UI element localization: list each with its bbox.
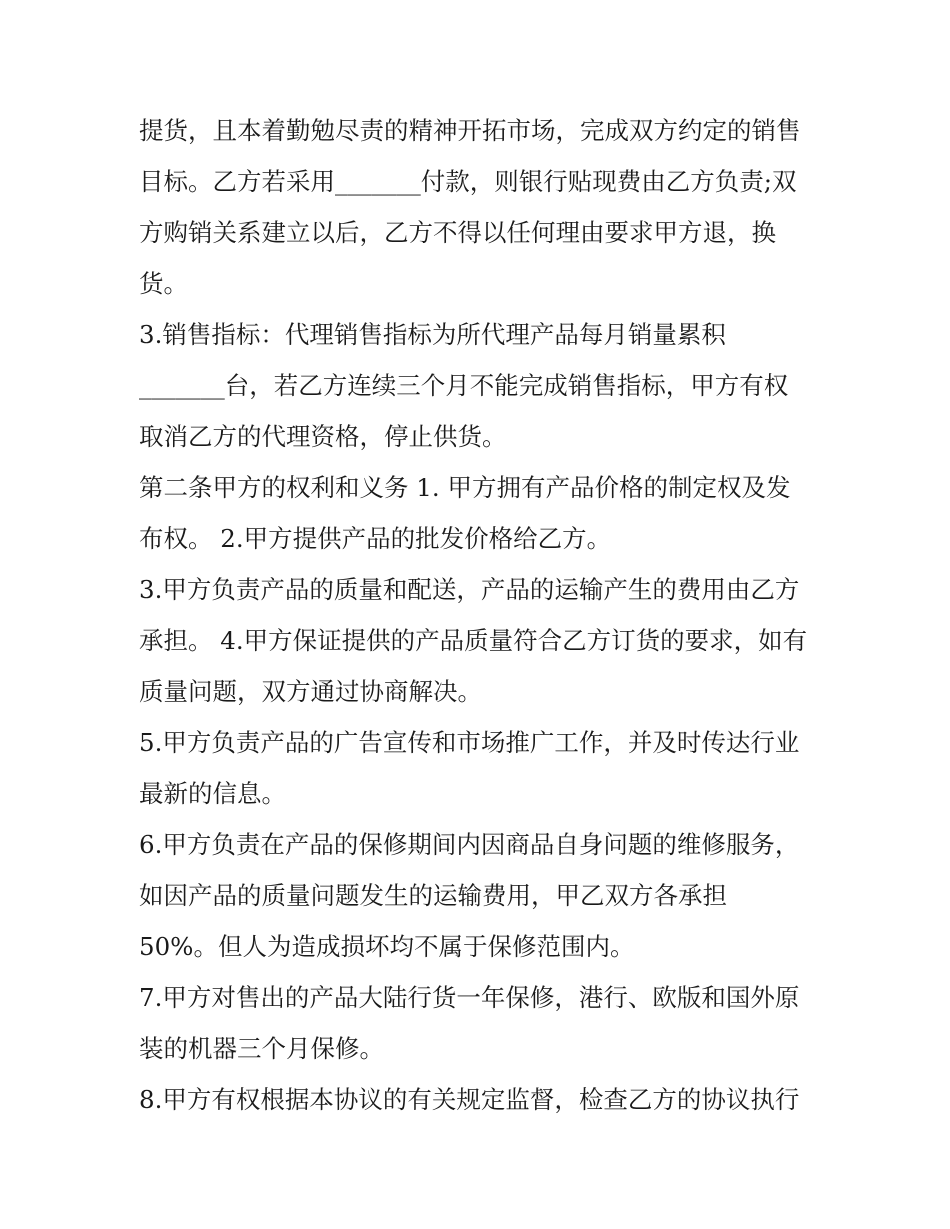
text-line: 布权。 2.甲方提供产品的批发价格给乙方。 xyxy=(139,524,612,553)
text-line: 6.甲方负责在产品的保修期间内因商品自身问题的维修服务， xyxy=(139,830,800,859)
text-line: _______台，若乙方连续三个月不能完成销售指标，甲方有权 xyxy=(139,371,789,400)
text-line: 质量问题，双方通过协商解决。 xyxy=(139,677,482,706)
text-line: 装的机器三个月保修。 xyxy=(139,1034,384,1063)
text-line: 提货，且本着勤勉尽责的精神开拓市场，完成双方约定的销售 xyxy=(139,116,801,145)
text-line: 如因产品的质量问题发生的运输费用，甲乙双方各承担 xyxy=(139,881,727,910)
text-line: 8.甲方有权根据本协议的有关规定监督，检查乙方的协议执行 xyxy=(139,1085,800,1114)
text-line: 7.甲方对售出的产品大陆行货一年保修，港行、欧版和国外原 xyxy=(139,983,800,1012)
text-line: 承担。 4.甲方保证提供的产品质量符合乙方订货的要求，如有 xyxy=(139,626,808,655)
text-line: 货。 xyxy=(139,269,188,298)
text-line: 5.甲方负责产品的广告宣传和市场推广工作，并及时传达行业 xyxy=(139,728,800,757)
text-line: 50%。但人为造成损坏均不属于保修范围内。 xyxy=(139,932,635,961)
text-line: 目标。乙方若采用_______付款，则银行贴现费由乙方负责;双 xyxy=(139,167,797,196)
text-line: 取消乙方的代理资格，停止供货。 xyxy=(139,422,507,451)
text-line: 方购销关系建立以后，乙方不得以任何理由要求甲方退，换 xyxy=(139,218,776,247)
text-line: 3.甲方负责产品的质量和配送，产品的运输产生的费用由乙方 xyxy=(139,575,800,604)
document-body xyxy=(139,105,819,1125)
text-line: 最新的信息。 xyxy=(139,779,286,808)
text-line: 3.销售指标：代理销售指标为所代理产品每月销量累积 xyxy=(139,320,726,349)
text-line: 第二条甲方的权利和义务 1. 甲方拥有产品价格的制定权及发 xyxy=(139,473,791,502)
